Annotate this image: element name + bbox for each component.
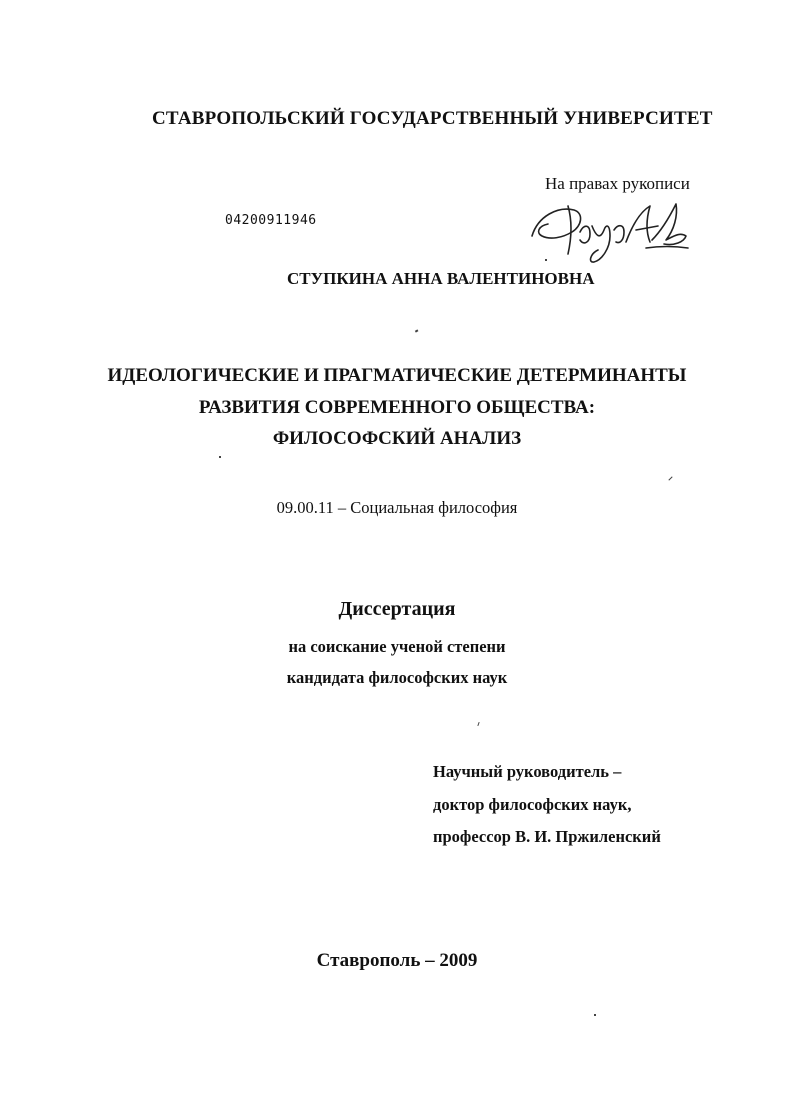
scan-speck — [477, 722, 479, 726]
scan-speck — [545, 259, 547, 261]
signature-icon — [528, 196, 692, 266]
university-name: СТАВРОПОЛЬСКИЙ ГОСУДАРСТВЕННЫЙ УНИВЕРСИТЕТ — [152, 108, 713, 129]
scan-speck — [219, 456, 221, 458]
thesis-title-line-1: ИДЕОЛОГИЧЕСКИЕ И ПРАГМАТИЧЕСКИЕ ДЕТЕРМИНАНТЫ — [107, 365, 687, 386]
advisor-name: профессор В. И. Пржиленский — [433, 827, 661, 846]
degree-line-1: на соискание ученой степени — [288, 637, 506, 656]
author-name: СТУПКИНА АННА ВАЛЕНТИНОВНА — [287, 269, 595, 288]
library-code: 04200911946 — [225, 213, 317, 228]
degree-line-2: кандидата философских наук — [286, 668, 508, 687]
scan-speck — [415, 329, 418, 332]
thesis-title-line-3: ФИЛОСОФСКИЙ АНАЛИЗ — [272, 428, 522, 449]
city-year: Ставрополь – 2009 — [316, 950, 478, 971]
advisor-role: Научный руководитель – — [433, 762, 622, 781]
scan-speck — [594, 1014, 596, 1016]
document-type: Диссертация — [338, 598, 456, 620]
specialty-code: 09.00.11 – Социальная философия — [276, 498, 518, 517]
advisor-degree: доктор философских наук, — [433, 795, 632, 814]
scan-speck — [668, 476, 672, 480]
thesis-title-line-2: РАЗВИТИЯ СОВРЕМЕННОГО ОБЩЕСТВА: — [198, 397, 596, 418]
manuscript-rights-note: На правах рукописи — [545, 174, 690, 193]
